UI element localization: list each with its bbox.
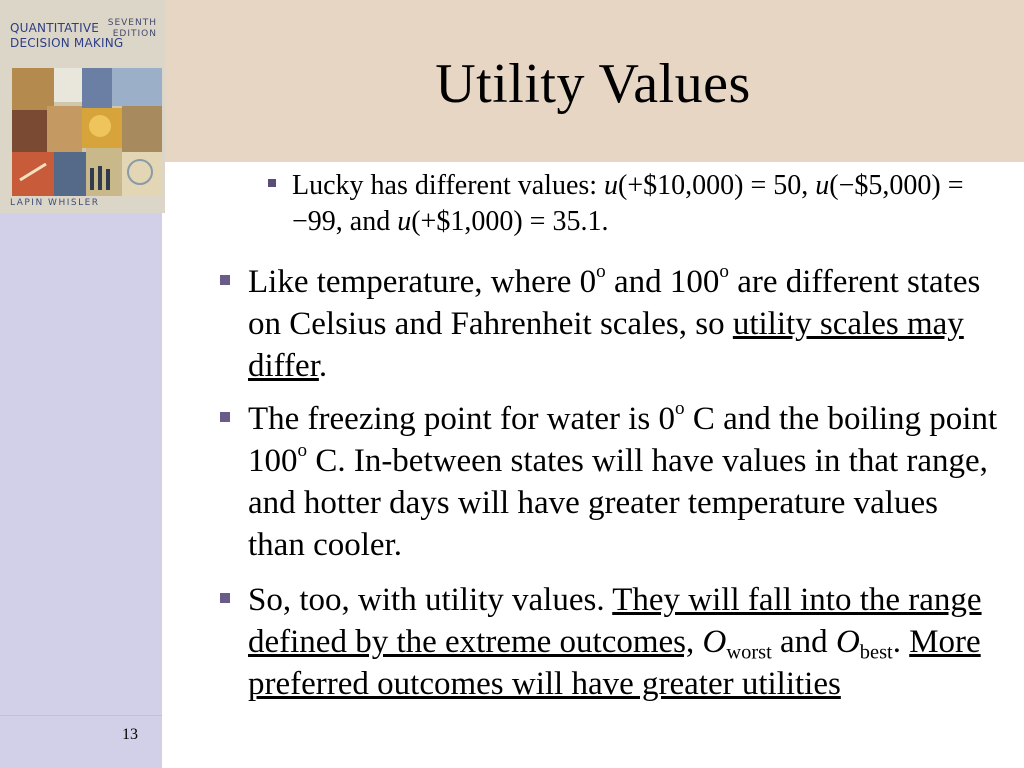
text-run: So, too, with utility values.: [248, 582, 613, 618]
text-run: O: [835, 624, 860, 660]
slide-title: Utility Values: [435, 53, 751, 115]
text-run: utility scales may differ: [248, 306, 964, 384]
bullet-text: [220, 579, 1000, 705]
superscript-text: o: [596, 261, 606, 283]
bullet-marker: [220, 275, 230, 285]
text-run: Like temperature, where 0: [248, 264, 597, 300]
cover-title-line-1: QUANTITATIVE: [10, 21, 100, 35]
text-run: u: [815, 170, 830, 201]
subscript-text: worst: [726, 641, 772, 664]
bullet-marker: [268, 179, 276, 187]
text-run: (−$5,000) = −99, and: [292, 170, 964, 237]
text-run: They will fall into the range defined by the extreme outcomes,: [248, 582, 982, 660]
text-run: [694, 624, 702, 660]
superscript-text: o: [719, 261, 729, 283]
superscript-text: o: [675, 398, 685, 420]
text-run: C and the boiling point 100: [248, 401, 998, 479]
text-run: More preferred outcomes will have greater utilities: [248, 624, 981, 702]
page-number: 13: [122, 726, 138, 743]
text-run: u: [397, 206, 412, 237]
cover-edition-line-2: EDITION: [112, 29, 157, 39]
bullet-text: [220, 261, 1000, 387]
superscript-text: o: [297, 440, 308, 462]
bullet-marker: [220, 412, 230, 422]
bullet-item: [220, 261, 1000, 387]
text-run: .: [318, 348, 328, 384]
bullet-marker: [220, 593, 230, 603]
subscript-text: best: [859, 641, 893, 664]
bullet-item: [220, 579, 1000, 705]
text-run: and 100: [605, 264, 720, 300]
bullet-text: [268, 168, 998, 240]
cover-title-line-2: DECISION MAKING: [10, 36, 124, 50]
text-run: C. In-between states will have values in that range, and hotter days will have greater temperature values than cooler.: [248, 443, 988, 563]
text-run: (+$1,000) = 35.1.: [411, 206, 609, 237]
text-run: O: [702, 624, 727, 660]
bullet-item: [268, 168, 998, 240]
text-run: The freezing point for water is 0: [248, 401, 676, 437]
cover-authors: LAPIN WHISLER: [10, 198, 100, 208]
bullet-item: [220, 398, 1000, 566]
text-run: Lucky has different values:: [292, 170, 605, 201]
text-run: are different states on Celsius and Fahrenheit scales, so: [248, 264, 981, 342]
text-run: (+$10,000) = 50,: [618, 170, 816, 201]
bullet-text: [220, 398, 1000, 566]
text-run: u: [604, 170, 619, 201]
cover-edition-line-1: SEVENTH: [107, 18, 157, 28]
text-run: .: [892, 624, 910, 660]
text-run: and: [771, 624, 836, 660]
